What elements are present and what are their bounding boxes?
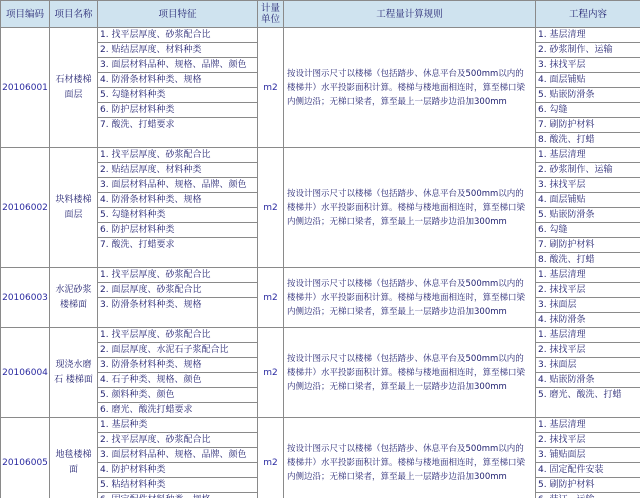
feature-item: 6. 磨光、酸洗打蜡要求 bbox=[100, 405, 193, 415]
feature-item: 3. 防滑条材料种类、规格 bbox=[100, 300, 202, 310]
work-item: 2. 砂浆制作、运输 bbox=[536, 43, 640, 58]
work-item: 3. 抹面层 bbox=[536, 298, 640, 313]
rule-cell[interactable]: 按设计图示尺寸以楼梯（包括踏步、休息平台及500mm以内的楼梯井）水平投影面积计算。楼梯与楼地面相连时，算至梯口梁内侧边沿；无梯口梁者，算至最上一层踏步边沿加300mm bbox=[284, 28, 536, 148]
feature-item: 4. 防护材料种类 bbox=[98, 463, 257, 478]
unit-cell[interactable]: m2 bbox=[258, 148, 284, 268]
work-item: 3. 抹找平层 bbox=[536, 58, 640, 73]
item-name-cell[interactable]: 水泥砂浆楼梯面 bbox=[50, 268, 98, 328]
feature-item: 1. 找平层厚度、砂浆配合比 bbox=[98, 28, 257, 43]
feature-item: 4. 防滑条材料种类、规格 bbox=[98, 193, 257, 208]
feature-item: 3. 防滑条材料种类、规格 bbox=[98, 358, 257, 373]
work-cell[interactable] bbox=[536, 28, 640, 148]
work-item: 4. 固定配件安装 bbox=[536, 463, 640, 478]
work-item: 4. 抹防滑条 bbox=[538, 315, 586, 325]
work-item: 3. 抹面层 bbox=[536, 358, 640, 373]
item-code-cell[interactable]: 20106004 bbox=[1, 328, 50, 418]
feature-item: 4. 防滑条材料种类、规格 bbox=[98, 73, 257, 88]
work-item: 4. 面层铺贴 bbox=[536, 193, 640, 208]
work-item: 2. 抹找平层 bbox=[536, 343, 640, 358]
header-unit[interactable]: 计量单位 bbox=[258, 1, 284, 28]
header-features[interactable]: 项目特征 bbox=[98, 1, 258, 28]
work-item: 1. 基层清理 bbox=[536, 28, 640, 43]
item-name-cell[interactable]: 地毯楼梯面 bbox=[50, 418, 98, 501]
header-row bbox=[1, 1, 640, 28]
feature-item: 2. 找平层厚度、砂浆配合比 bbox=[98, 433, 257, 448]
features-cell[interactable] bbox=[98, 28, 258, 148]
unit-cell[interactable]: m2 bbox=[258, 328, 284, 418]
feature-item: 3. 面层材料品种、规格、品牌、颜色 bbox=[98, 58, 257, 73]
work-item: 5. 刷防护材料 bbox=[536, 478, 640, 493]
item-name-cell[interactable]: 石材楼梯面层 bbox=[50, 28, 98, 148]
work-item: 2. 砂浆制作、运输 bbox=[536, 163, 640, 178]
item-code-cell[interactable]: 20106003 bbox=[1, 268, 50, 328]
feature-item: 5. 粘结材料种类 bbox=[98, 478, 257, 493]
header-work[interactable]: 工程内容 bbox=[536, 1, 640, 28]
features-cell[interactable] bbox=[98, 328, 258, 418]
work-item: 1. 基层清理 bbox=[536, 418, 640, 433]
work-item: 1. 基层清理 bbox=[536, 268, 640, 283]
work-item: 6. 勾缝 bbox=[536, 223, 640, 238]
header-code[interactable]: 项目编码 bbox=[1, 1, 50, 28]
work-item: 2. 抹找平层 bbox=[536, 283, 640, 298]
feature-item: 2. 面层厚度、水泥石子浆配合比 bbox=[98, 343, 257, 358]
table-row bbox=[1, 148, 640, 268]
feature-item: 4. 石子种类、规格、颜色 bbox=[98, 373, 257, 388]
unit-cell[interactable]: m2 bbox=[258, 418, 284, 501]
work-item: 2. 抹找平层 bbox=[536, 433, 640, 448]
feature-item: 5. 颜料种类、颜色 bbox=[98, 388, 257, 403]
feature-item: 3. 面层材料品种、规格、品牌、颜色 bbox=[98, 178, 257, 193]
header-rule[interactable]: 工程量计算规则 bbox=[284, 1, 536, 28]
work-item: 5. 磨光、酸洗、打蜡 bbox=[538, 390, 622, 400]
feature-item: 1. 找平层厚度、砂浆配合比 bbox=[98, 268, 257, 283]
feature-item: 3. 面层材料品种、规格、品牌、颜色 bbox=[98, 448, 257, 463]
table-row bbox=[1, 418, 640, 501]
feature-item: 6. 防护层材料种类 bbox=[98, 223, 257, 238]
header-name[interactable]: 项目名称 bbox=[50, 1, 98, 28]
work-item: 8. 酸洗、打蜡 bbox=[538, 255, 595, 265]
rule-cell[interactable]: 按设计图示尺寸以楼梯（包括踏步、休息平台及500mm以内的楼梯井）水平投影面积计算。楼梯与楼地面相连时，算至梯口梁内侧边沿；无梯口梁者，算至最上一层踏步边沿加300mm bbox=[284, 268, 536, 328]
features-cell[interactable] bbox=[98, 148, 258, 268]
work-item: 4. 面层铺贴 bbox=[536, 73, 640, 88]
item-code-cell[interactable]: 20106001 bbox=[1, 28, 50, 148]
feature-item: 7. 酸洗、打蜡要求 bbox=[100, 240, 175, 250]
work-item: 5. 贴嵌防滑条 bbox=[536, 88, 640, 103]
work-item: 6. 勾缝 bbox=[536, 103, 640, 118]
work-cell[interactable] bbox=[536, 328, 640, 418]
feature-item: 5. 勾缝材料种类 bbox=[98, 208, 257, 223]
item-name-cell[interactable]: 现浇水磨石 楼梯面 bbox=[50, 328, 98, 418]
feature-item: 1. 找平层厚度、砂浆配合比 bbox=[98, 328, 257, 343]
table-row bbox=[1, 328, 640, 418]
feature-item: 1. 找平层厚度、砂浆配合比 bbox=[98, 148, 257, 163]
unit-cell[interactable]: m2 bbox=[258, 28, 284, 148]
rule-cell[interactable]: 按设计图示尺寸以楼梯（包括踏步、休息平台及500mm以内的楼梯井）水平投影面积计算。楼梯与楼地面相连时，算至梯口梁内侧边沿；无梯口梁者，算至最上一层踏步边沿加300mm bbox=[284, 328, 536, 418]
work-item: 4. 贴嵌防滑条 bbox=[536, 373, 640, 388]
feature-item: 2. 贴结层厚度、材料种类 bbox=[98, 43, 257, 58]
feature-item: 2. 贴结层厚度、材料种类 bbox=[98, 163, 257, 178]
rule-cell[interactable]: 按设计图示尺寸以楼梯（包括踏步、休息平台及500mm以内的楼梯井）水平投影面积计算。楼梯与楼地面相连时，算至梯口梁内侧边沿；无梯口梁者，算至最上一层踏步边沿加300mm bbox=[284, 418, 536, 501]
item-code-cell[interactable]: 20106005 bbox=[1, 418, 50, 501]
features-cell[interactable] bbox=[98, 268, 258, 328]
table-row bbox=[1, 28, 640, 148]
work-item: 7. 刷防护材料 bbox=[536, 118, 640, 133]
work-cell[interactable] bbox=[536, 418, 640, 501]
feature-item: 7. 酸洗、打蜡要求 bbox=[100, 120, 175, 130]
table-body bbox=[1, 28, 640, 501]
table-row bbox=[1, 268, 640, 328]
work-cell[interactable] bbox=[536, 268, 640, 328]
feature-item: 6. 防护层材料种类 bbox=[98, 103, 257, 118]
feature-item: 2. 面层厚度、砂浆配合比 bbox=[98, 283, 257, 298]
work-item: 3. 抹找平层 bbox=[536, 178, 640, 193]
work-item: 8. 酸洗、打蜡 bbox=[538, 135, 595, 145]
work-cell[interactable] bbox=[536, 148, 640, 268]
feature-item: 5. 勾缝材料种类 bbox=[98, 88, 257, 103]
work-item: 3. 铺贴面层 bbox=[536, 448, 640, 463]
item-code-cell[interactable]: 20106002 bbox=[1, 148, 50, 268]
work-item: 1. 基层清理 bbox=[536, 328, 640, 343]
work-item: 1. 基层清理 bbox=[536, 148, 640, 163]
feature-item: 1. 基层种类 bbox=[98, 418, 257, 433]
item-name-cell[interactable]: 块料楼梯面层 bbox=[50, 148, 98, 268]
work-item: 5. 贴嵌防滑条 bbox=[536, 208, 640, 223]
unit-cell[interactable]: m2 bbox=[258, 268, 284, 328]
work-item: 7. 刷防护材料 bbox=[536, 238, 640, 253]
features-cell[interactable] bbox=[98, 418, 258, 501]
rule-cell[interactable]: 按设计图示尺寸以楼梯（包括踏步、休息平台及500mm以内的楼梯井）水平投影面积计算。楼梯与楼地面相连时，算至梯口梁内侧边沿；无梯口梁者，算至最上一层踏步边沿加300mm bbox=[284, 148, 536, 268]
